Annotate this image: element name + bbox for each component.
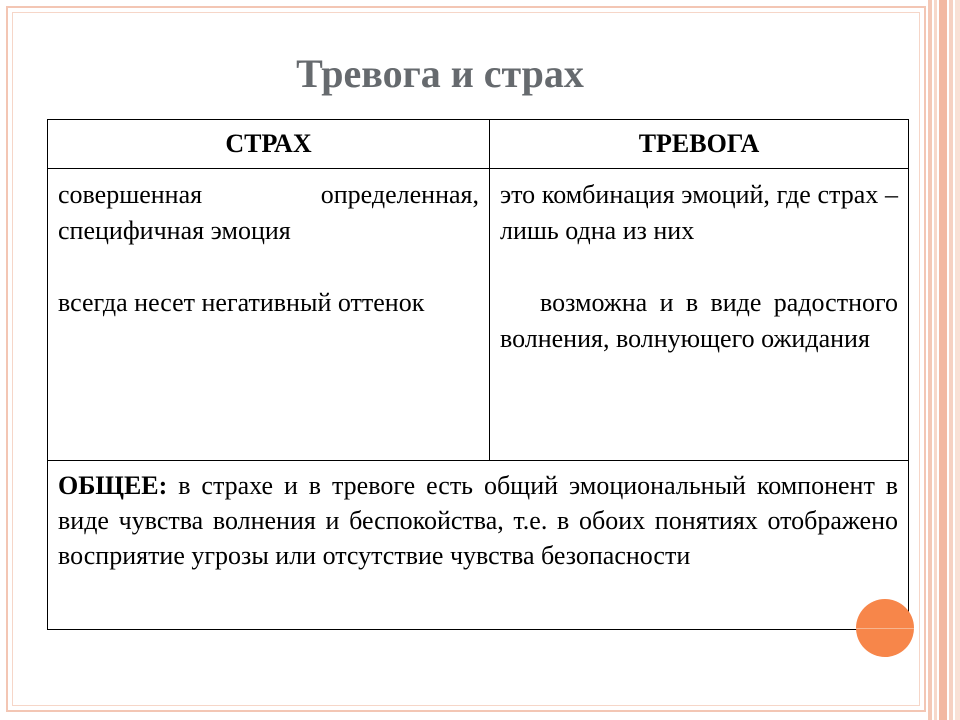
fear-cell (48, 169, 490, 461)
common-cell (48, 461, 909, 630)
common-text: в страхе и в тревоге есть общий эмоциональный компонент в виде чувства волнения и беспокойства, т.е. в обоих понятиях отображено восприятие угрозы или отсутствие чувства безопасности (58, 471, 898, 570)
page-title: Тревога и страх (296, 51, 584, 96)
common-label: ОБЩЕЕ: (58, 471, 168, 500)
decorative-side-stripes (928, 0, 960, 720)
anxiety-description: это комбинация эмоций, где страх – лишь одна из них (500, 180, 898, 245)
comparison-table (47, 119, 909, 630)
header-fear: СТРАХ (48, 120, 490, 169)
fear-tone: всегда несет негативный оттенок (58, 288, 425, 317)
decorative-circle-line (856, 628, 914, 629)
table-row (48, 169, 909, 461)
fear-description: совершенная определенная, специфичная эмоция (58, 180, 479, 245)
anxiety-tone: возможна и в виде радостного волнения, волнующего ожидания (500, 288, 898, 353)
header-anxiety: ТРЕВОГА (490, 120, 909, 169)
table-header-row (48, 120, 909, 169)
anxiety-cell (490, 169, 909, 461)
table-row-common (48, 461, 909, 630)
